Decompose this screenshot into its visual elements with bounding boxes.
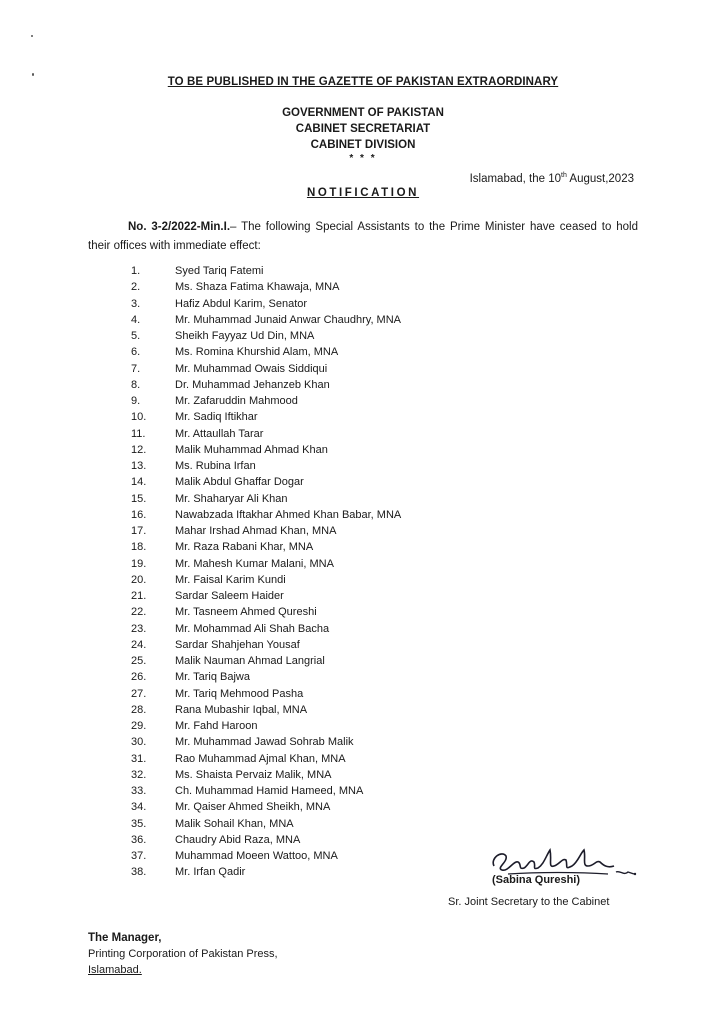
list-item <box>0 491 726 507</box>
list-item-name: Sheikh Fayyaz Ud Din, MNA <box>175 330 315 342</box>
list-item <box>0 539 726 555</box>
list-item <box>0 734 726 750</box>
list-item <box>0 588 726 604</box>
list-item-name: Mr. Irfan Qadir <box>175 866 246 879</box>
list-item <box>0 263 726 279</box>
list-item <box>0 751 726 767</box>
list-item-number: 34. <box>131 801 147 814</box>
list-item-name: Sardar Saleem Haider <box>175 590 284 602</box>
list-item-number: 37. <box>131 850 147 862</box>
division-heading: CABINET DIVISION <box>310 139 416 151</box>
list-item <box>0 621 726 637</box>
list-item <box>0 686 726 702</box>
list-item-number: 28. <box>131 703 147 716</box>
intro-paragraph <box>88 218 638 256</box>
list-item-number: 10. <box>131 411 147 424</box>
list-item <box>0 409 726 425</box>
list-item-name: Malik Muhammad Ahmad Khan <box>175 443 328 456</box>
gazette-line: TO BE PUBLISHED IN THE GAZETTE OF PAKISTAN EXTRAORDINARY <box>167 76 559 88</box>
list-item-number: 9. <box>131 395 141 407</box>
list-item <box>0 312 726 328</box>
list-item-number: 6. <box>131 346 141 359</box>
list-item-name: Mr. Zafaruddin Mahmood <box>175 395 298 407</box>
list-item-name: Mr. Tariq Bajwa <box>175 671 250 684</box>
list-item-name: Mr. Tariq Mehmood Pasha <box>175 687 304 700</box>
signer-designation: Sr. Joint Secretary to the Cabinet <box>448 896 610 908</box>
list-item-number: 5. <box>131 330 141 342</box>
list-item-name: Mr. Fahd Haroon <box>175 720 258 732</box>
list-item-name: Muhammad Moeen Wattoo, MNA <box>175 850 338 862</box>
list-item <box>0 523 726 539</box>
list-item-number: 7. <box>131 362 141 375</box>
list-item-name: Ms. Shaista Pervaiz Malik, MNA <box>175 768 332 781</box>
list-item-name: Mr. Tasneem Ahmed Qureshi <box>175 606 317 619</box>
intro-text: – The following Special Assistants to the Prime Minister have ceased to hold their offices with immediate effect: <box>88 221 638 252</box>
list-item-number: 27. <box>131 687 147 700</box>
list-item <box>0 279 726 295</box>
signer-name: (Sabina Qureshi) <box>492 874 581 886</box>
list-item-name: Malik Sohail Khan, MNA <box>175 817 294 830</box>
list-item-name: Dr. Muhammad Jehanzeb Khan <box>175 378 330 391</box>
list-item-number: 35. <box>131 817 147 830</box>
list-item-number: 31. <box>131 752 147 765</box>
list-item <box>0 426 726 442</box>
list-item-number: 17. <box>131 525 147 537</box>
list-item <box>0 702 726 718</box>
list-item-number: 33. <box>131 785 147 797</box>
list-item-name: Mr. Muhammad Junaid Anwar Chaudhry, MNA <box>175 313 401 326</box>
list-item-number: 21. <box>131 590 147 602</box>
list-item-name: Mr. Shaharyar Ali Khan <box>175 492 288 505</box>
list-item-number: 22. <box>131 606 147 619</box>
list-item <box>0 653 726 669</box>
list-item-number: 30. <box>131 736 147 749</box>
list-item-number: 15. <box>131 492 147 505</box>
notification-number: No. 3-2/2022-Min.I. <box>128 221 231 233</box>
list-item-name: Ms. Romina Khurshid Alam, MNA <box>175 346 339 359</box>
recipient-organization: Printing Corporation of Pakistan Press, <box>88 948 278 960</box>
list-item-number: 2. <box>131 281 141 294</box>
list-item <box>0 474 726 490</box>
recipient-title: The Manager, <box>88 932 162 944</box>
list-item-name: Nawabzada Iftakhar Ahmed Khan Babar, MNA <box>175 508 402 521</box>
list-item <box>0 783 726 799</box>
list-item <box>0 799 726 815</box>
list-item-number: 38. <box>131 866 147 879</box>
list-item <box>0 767 726 783</box>
secretariat-heading: CABINET SECRETARIAT <box>295 123 431 135</box>
recipient-city: Islamabad. <box>88 964 142 976</box>
date-month-year: August,2023 <box>566 172 634 185</box>
list-item-name: Mr. Muhammad Owais Siddiqui <box>175 362 328 375</box>
list-item <box>0 816 726 832</box>
list-item-name: Malik Abdul Ghaffar Dogar <box>175 476 304 489</box>
list-item-name: Mr. Raza Rabani Khar, MNA <box>175 541 314 554</box>
list-item-name: Ms. Shaza Fatima Khawaja, MNA <box>175 281 340 294</box>
list-item-number: 14. <box>131 476 147 489</box>
list-item <box>0 458 726 474</box>
list-item-number: 13. <box>131 460 147 472</box>
list-item-number: 3. <box>131 297 141 310</box>
date-line <box>470 172 634 185</box>
government-heading: GOVERNMENT OF PAKISTAN <box>282 107 444 119</box>
list-item-number: 29. <box>131 720 147 732</box>
list-item-number: 25. <box>131 655 147 667</box>
list-item <box>0 393 726 409</box>
list-item <box>0 377 726 393</box>
list-item <box>0 442 726 458</box>
list-item-number: 12. <box>131 443 147 456</box>
list-item <box>0 507 726 523</box>
list-item-name: Rao Muhammad Ajmal Khan, MNA <box>175 752 346 765</box>
list-item <box>0 361 726 377</box>
list-item-name: Mr. Faisal Karim Kundi <box>175 573 286 586</box>
list-item-number: 18. <box>131 541 147 554</box>
list-item-name: Ch. Muhammad Hamid Hameed, MNA <box>175 785 364 797</box>
list-item-name: Rana Mubashir Iqbal, MNA <box>175 703 308 716</box>
list-item-name: Mr. Qaiser Ahmed Sheikh, MNA <box>175 801 331 814</box>
list-item-number: 8. <box>131 378 141 391</box>
list-item <box>0 637 726 653</box>
notification-title: NOTIFICATION <box>306 187 420 199</box>
list-item-name: Chaudry Abid Raza, MNA <box>175 833 301 846</box>
list-item-name: Sardar Shahjehan Yousaf <box>175 638 300 651</box>
list-item <box>0 604 726 620</box>
list-item-number: 26. <box>131 671 147 684</box>
list-item-number: 19. <box>131 557 147 570</box>
date-suffix-sup: th <box>561 172 567 179</box>
list-item-name: Mr. Attaullah Tarar <box>175 427 264 440</box>
list-item-name: Malik Nauman Ahmad Langrial <box>175 655 325 667</box>
list-item-name: Mr. Sadiq Iftikhar <box>175 411 258 424</box>
list-item <box>0 328 726 344</box>
list-item-name: Mr. Mahesh Kumar Malani, MNA <box>175 557 334 570</box>
list-item-name: Hafiz Abdul Karim, Senator <box>175 297 308 310</box>
list-item-name: Mr. Muhammad Jawad Sohrab Malik <box>175 736 354 749</box>
list-item-name: Mr. Mohammad Ali Shah Bacha <box>175 622 330 635</box>
list-item <box>0 556 726 572</box>
list-item-number: 11. <box>131 427 146 440</box>
list-item <box>0 296 726 312</box>
list-item-number: 20. <box>131 573 147 586</box>
stars-separator: * * * <box>349 153 377 164</box>
list-item-number: 32. <box>131 768 147 781</box>
list-item-name: Mahar Irshad Ahmad Khan, MNA <box>175 525 337 537</box>
assistants-list <box>0 263 726 881</box>
list-item <box>0 718 726 734</box>
list-item-number: 24. <box>131 638 147 651</box>
list-item-name: Ms. Rubina Irfan <box>175 460 256 472</box>
list-item-number: 23. <box>131 622 147 635</box>
scan-speck <box>31 35 33 37</box>
list-item-number: 1. <box>131 265 141 277</box>
list-item <box>0 669 726 685</box>
list-item <box>0 344 726 360</box>
list-item-number: 16. <box>131 508 147 521</box>
list-item-number: 4. <box>131 313 141 326</box>
list-item <box>0 572 726 588</box>
list-item-number: 36. <box>131 833 147 846</box>
list-item-name: Syed Tariq Fatemi <box>175 265 264 277</box>
date-prefix: Islamabad, the 10 <box>469 172 561 185</box>
